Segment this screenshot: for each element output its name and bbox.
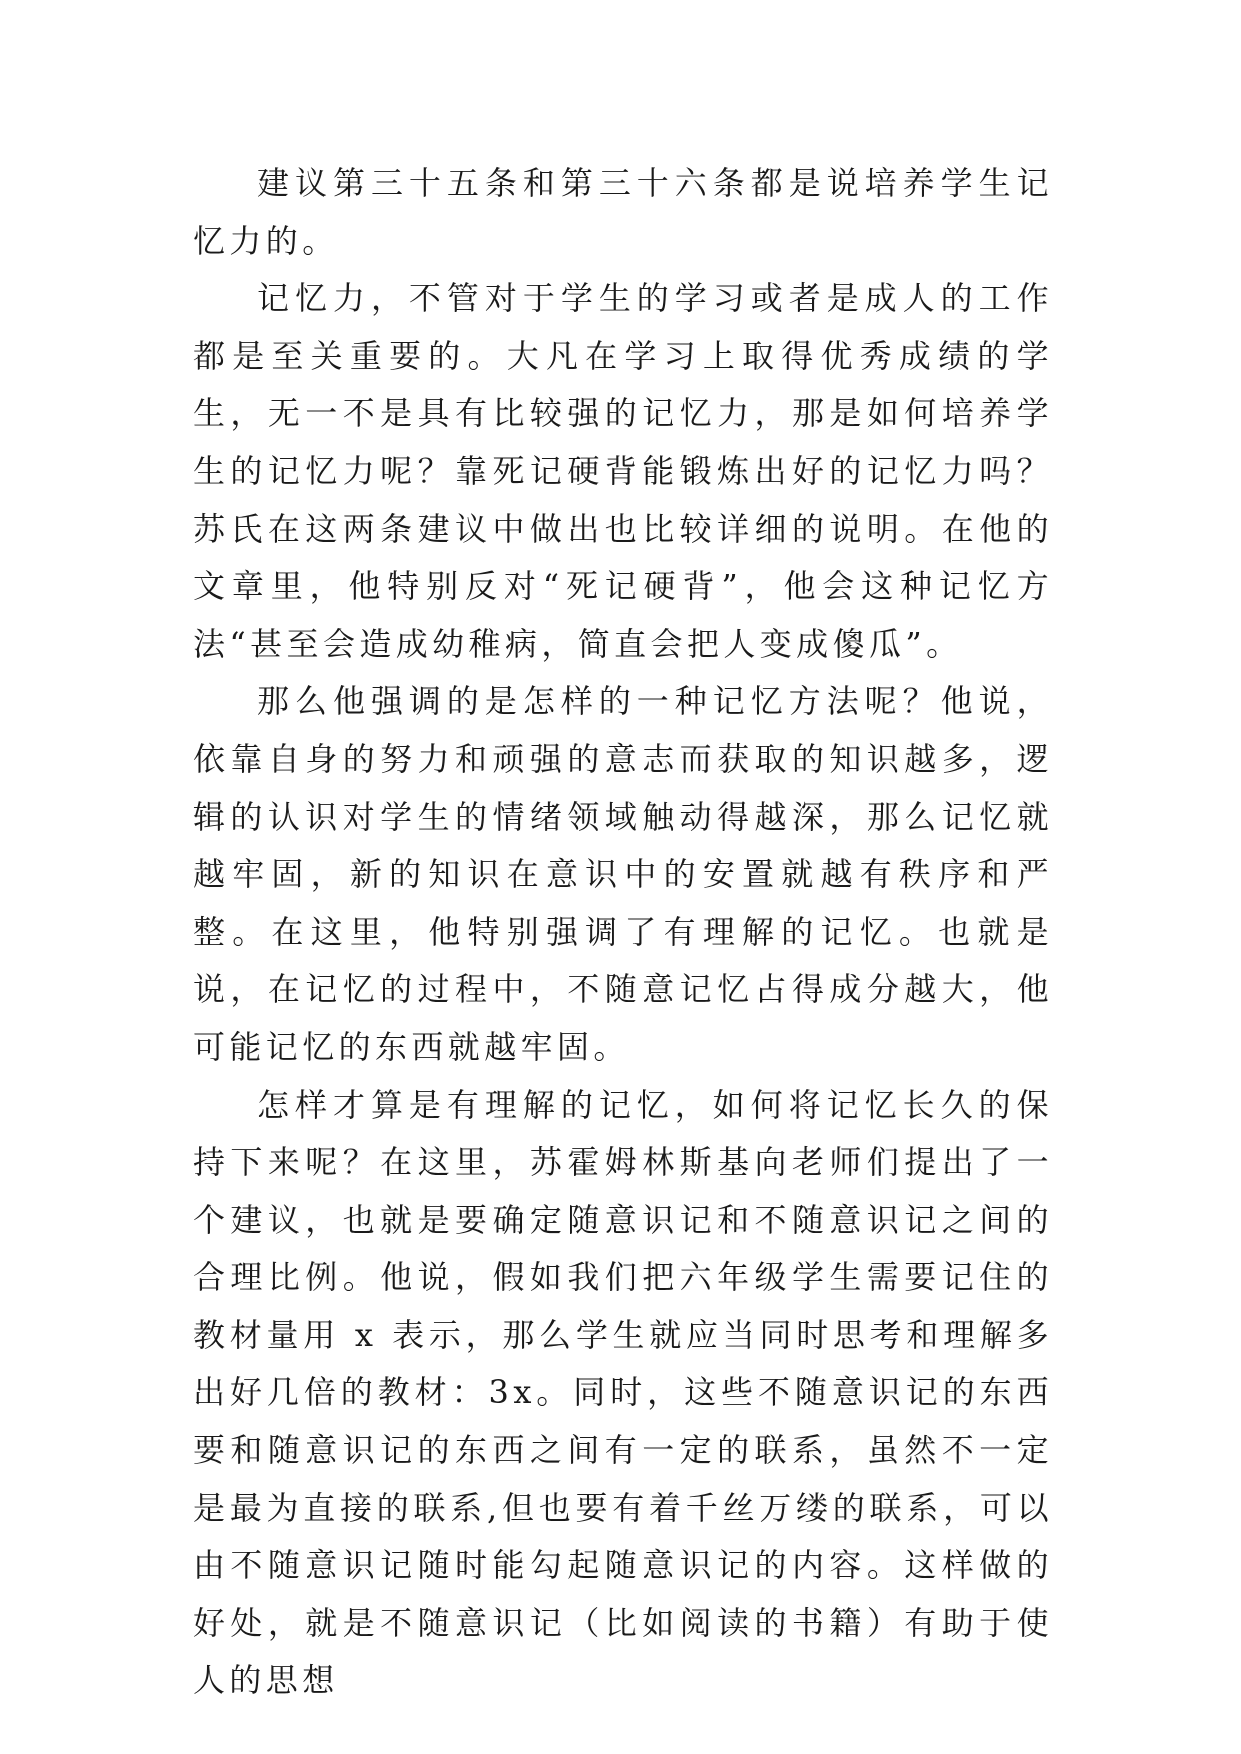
body-text [193, 155, 1053, 1710]
paragraph-3: 那么他强调的是怎样的一种记忆方法呢？他说，依靠自身的努力和顽强的意志而获取的知识越多，逻辑的认识对学生的情绪领域触动得越深，那么记忆就越牢固，新的知识在意识中的安置就越有秩序和严整。在这里，他特别强调了有理解的记忆。也就是说，在记忆的过程中，不随意记忆占得成分越大，他可能记忆的东西就越牢固。 [193, 682, 1053, 1066]
paragraph-4: 怎样才算是有理解的记忆，如何将记忆长久的保持下来呢？在这里，苏霍姆林斯基向老师们提出了一个建议，也就是要确定随意识记和不随意识记之间的合理比例。他说，假如我们把六年级学生需要记住的教材量用 x 表示，那么学生就应当同时思考和理解多出好几倍的教材：3x。同时，这些不随意识记的东西要和随意识记的东西之间有一定的联系，虽然不一定是最为直接的联系,但也要有着千丝万缕的联系，可以由不随意识记随时能勾起随意识记的内容。这样做的好处，就是不随意识记（比如阅读的书籍）有助于使人的思想 [193, 1085, 1053, 1700]
paragraph-2: 记忆力，不管对于学生的学习或者是成人的工作都是至关重要的。大凡在学习上取得优秀成绩的学生，无一不是具有比较强的记忆力，那是如何培养学生的记忆力呢？靠死记硬背能锻炼出好的记忆力吗？苏氏在这两条建议中做出也比较详细的说明。在他的文章里，他特别反对“死记硬背”，他会这种记忆方法“甚至会造成幼稚病，简直会把人变成傻瓜”。 [193, 279, 1053, 663]
paragraph-1: 建议第三十五条和第三十六条都是说培养学生记忆力的。 [193, 164, 1053, 260]
